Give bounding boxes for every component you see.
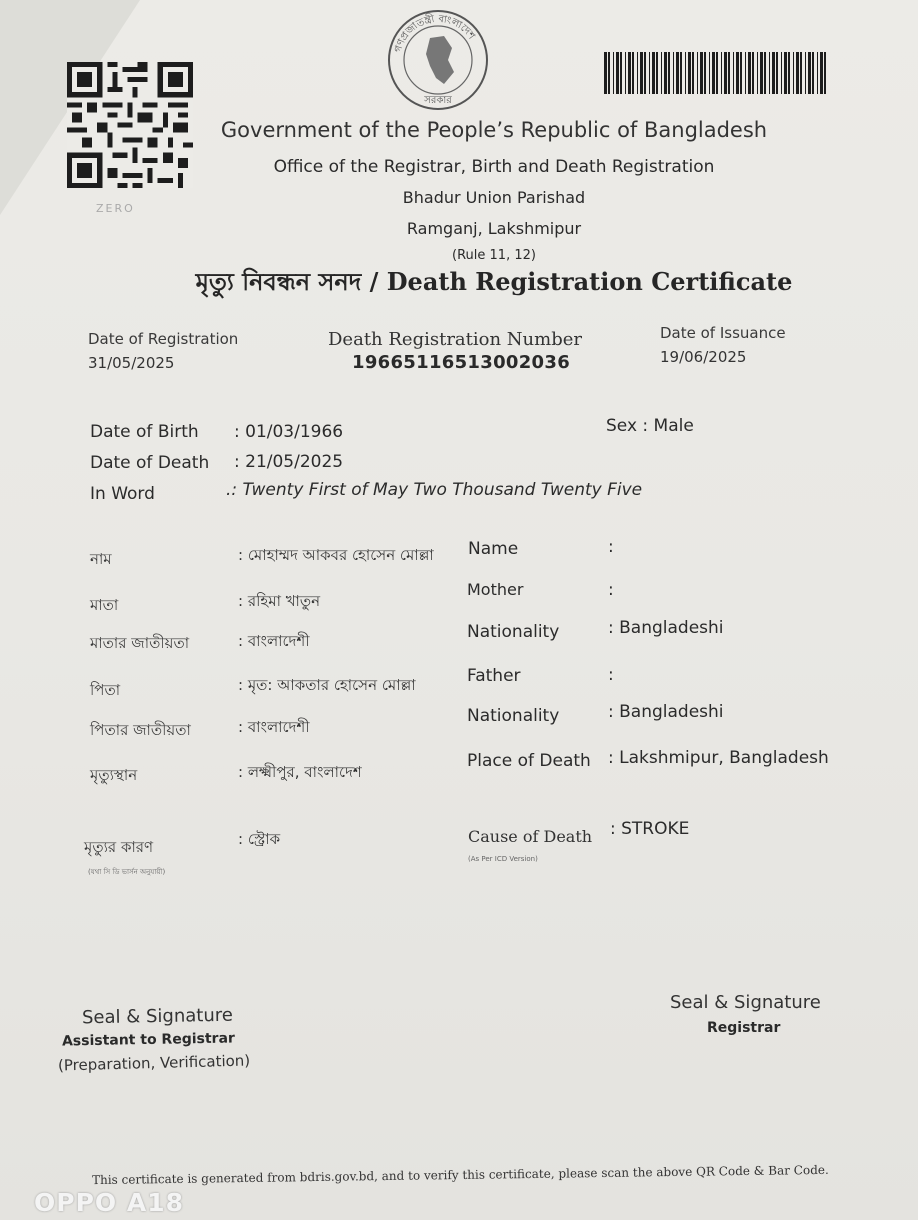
bn-father-nationality-label: পিতার জাতীয়তা <box>90 721 191 739</box>
date-of-death-value: : 21/05/2025 <box>234 452 344 472</box>
left-seal-signature-label: Seal & Signature <box>81 1004 234 1029</box>
bn-cause-note: (যথা সি ডি ভার্সন অনুযায়ী) <box>88 868 166 876</box>
in-word-label: In Word <box>90 484 155 504</box>
en-father-nationality-label: Nationality <box>467 706 560 726</box>
date-of-issuance-label: Date of Issuance <box>660 324 786 342</box>
certificate-title: মৃত্যু নিবন্ধন সনদ / Death Registration Certificate <box>195 267 793 296</box>
qr-note: ZERO <box>96 202 135 215</box>
bn-mother-value: : রহিমা খাতুন <box>238 592 321 610</box>
in-word-value: .: Twenty First of May Two Thousand Twenty Five <box>226 480 643 500</box>
en-place-label: Place of Death <box>467 751 591 771</box>
en-father-label: Father <box>467 666 521 686</box>
barcode <box>604 52 830 94</box>
date-of-birth-label: Date of Birth <box>90 422 199 442</box>
en-name-value: : <box>608 537 614 557</box>
office-title: Office of the Registrar, Birth and Death Registration <box>273 157 715 177</box>
bn-father-nationality-value: : বাংলাদেশী <box>238 718 310 736</box>
bn-mother-label: মাতা <box>90 596 119 614</box>
en-cause-note: (As Per ICD Version) <box>468 855 538 863</box>
bn-cause-value: : স্ট্রোক <box>238 830 281 848</box>
en-mother-label: Mother <box>467 580 524 599</box>
registration-number-label: Death Registration Number <box>328 329 582 350</box>
en-mother-nationality-label: Nationality <box>467 622 560 642</box>
date-of-death-label: Date of Death <box>90 453 210 473</box>
en-father-value: : <box>608 665 614 685</box>
sex-value: Sex : Male <box>606 416 694 436</box>
registrar-label: Registrar <box>707 1020 781 1036</box>
bn-father-value: : মৃত: আকতার হোসেন মোল্লা <box>238 676 416 694</box>
location: Ramganj, Lakshmipur <box>406 219 582 238</box>
en-name-label: Name <box>468 539 519 559</box>
bn-name-value: : মোহাম্মদ আকবর হোসেন মোল্লা <box>238 546 434 564</box>
government-title: Government of the People’s Republic of Bangladesh <box>220 118 768 142</box>
bn-mother-nationality-label: মাতার জাতীয়তা <box>90 634 190 652</box>
svg-text:সরকার: সরকার <box>424 95 452 106</box>
registration-number-value: 19665116513002036 <box>352 352 571 373</box>
preparation-verification-label: (Preparation, Verification) <box>57 1051 251 1075</box>
date-of-birth-value: : 01/03/1966 <box>234 422 344 442</box>
en-place-value: : Lakshmipur, Bangladesh <box>608 748 829 768</box>
bn-father-label: পিতা <box>90 681 121 699</box>
bn-cause-label: মৃত্যুর কারণ <box>84 838 154 856</box>
en-mother-value: : <box>608 580 614 600</box>
bn-place-value: : লক্ষ্মীপুর, বাংলাদেশ <box>238 763 362 781</box>
date-of-registration-label: Date of Registration <box>88 330 239 348</box>
en-father-nationality-value: : Bangladeshi <box>608 702 724 722</box>
government-seal-icon <box>386 8 490 112</box>
bn-name-label: নাম <box>90 550 112 568</box>
bn-mother-nationality-value: : বাংলাদেশী <box>238 632 310 650</box>
verification-footer: This certificate is generated from bdris.gov.bd, and to verify this certificate, please scan the above QR Code & Bar Code. <box>91 1162 829 1188</box>
union-name: Bhadur Union Parishad <box>402 188 586 207</box>
assistant-registrar-label: Assistant to Registrar <box>61 1030 236 1050</box>
en-cause-label: Cause of Death <box>468 827 593 846</box>
en-cause-value: : STROKE <box>610 819 690 839</box>
en-mother-nationality-value: : Bangladeshi <box>608 618 724 638</box>
rule-reference: (Rule 11, 12) <box>452 248 536 263</box>
right-seal-signature-label: Seal & Signature <box>670 992 821 1013</box>
bn-place-label: মৃত্যুস্থান <box>90 766 138 784</box>
date-of-issuance-value: 19/06/2025 <box>660 348 747 366</box>
date-of-registration-value: 31/05/2025 <box>88 354 175 372</box>
camera-watermark: OPPO A18 <box>34 1188 184 1217</box>
svg-text:গণপ্রজাতন্ত্রী বাংলাদেশ: গণপ্রজাতন্ত্রী বাংলাদেশ <box>392 13 477 54</box>
